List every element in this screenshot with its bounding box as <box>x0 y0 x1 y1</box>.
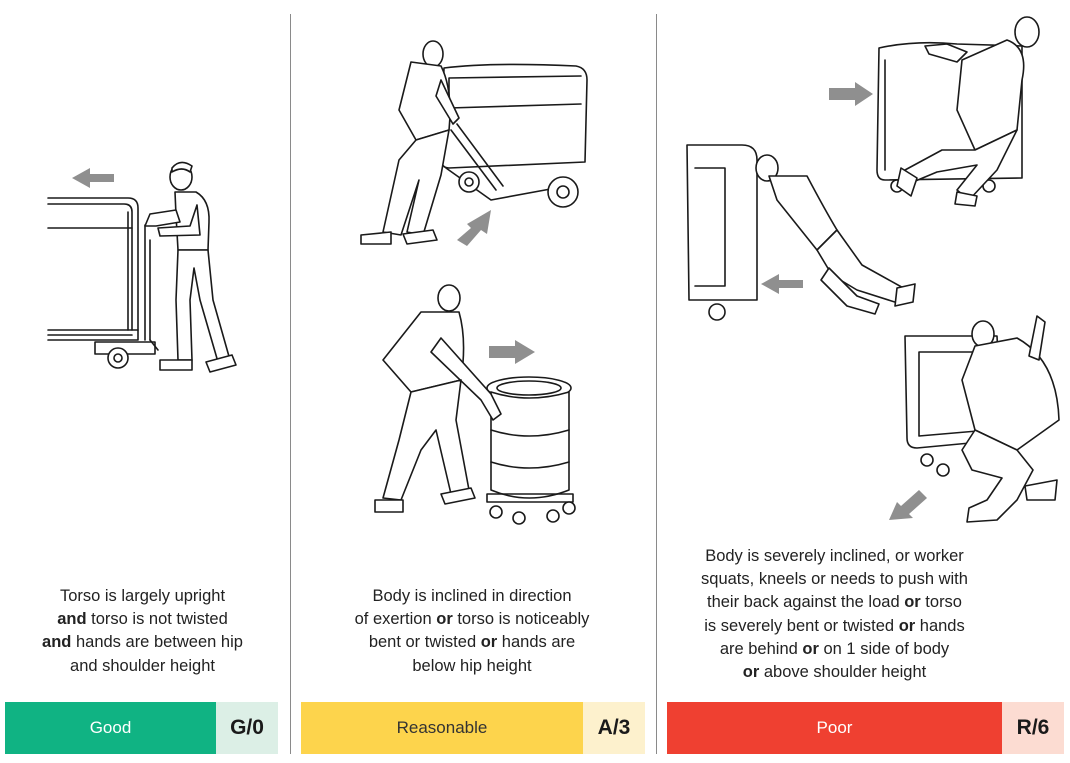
reasonable-drum-illustration <box>375 285 575 524</box>
poor-pull-cart-illustration <box>829 17 1039 206</box>
reasonable-hand-truck-illustration <box>361 41 587 246</box>
description-text: are behind <box>719 639 803 658</box>
poor-rating-label: Poor <box>667 702 1002 754</box>
good-description <box>0 585 285 678</box>
description-text: their back against the load <box>707 593 905 612</box>
description-emphasis: or <box>742 663 760 682</box>
push-direction-arrow-icon <box>761 274 803 294</box>
push-direction-arrow-icon <box>829 82 873 106</box>
description-text: Torso is largely upright <box>59 587 226 605</box>
panel-good <box>0 0 290 763</box>
reasonable-rating-band <box>301 702 645 754</box>
good-push-trolley-illustration <box>0 0 290 400</box>
panel-poor <box>657 0 1070 763</box>
description-emphasis: and <box>57 610 87 629</box>
good-rating-code: G/0 <box>216 702 278 754</box>
description-text: hands are <box>497 633 576 652</box>
description-text: below hip height <box>412 656 532 675</box>
description-text: and shoulder height <box>70 656 215 675</box>
description-text: torso <box>920 593 962 612</box>
description-text: Body is severely inclined, or worker <box>705 547 964 565</box>
description-text: hands <box>915 616 965 635</box>
poor-squat-back-push-illustration <box>889 316 1059 522</box>
reasonable-description <box>291 585 653 678</box>
description-text: of exertion <box>354 610 437 629</box>
description-text: on 1 side of body <box>818 639 950 658</box>
description-emphasis: or <box>898 616 916 635</box>
poor-description <box>657 545 1012 684</box>
description-text: torso is noticeably <box>452 610 590 629</box>
description-text: Body is inclined in direction <box>372 587 572 605</box>
reasonable-rating-code: A/3 <box>583 702 645 754</box>
description-text: torso is not twisted <box>86 610 228 629</box>
push-direction-arrow-icon <box>489 340 535 364</box>
description-emphasis: or <box>802 639 819 658</box>
description-emphasis: or <box>436 610 453 629</box>
good-rating-band <box>5 702 278 754</box>
good-rating-label: Good <box>5 702 216 754</box>
poor-illustrations <box>657 0 1070 540</box>
push-direction-arrow-icon <box>889 490 927 520</box>
description-emphasis: or <box>480 633 498 652</box>
push-direction-arrow-icon <box>457 210 491 246</box>
description-text: squats, kneels or needs to push with <box>701 570 968 589</box>
poor-rating-band <box>667 702 1064 754</box>
description-text: hands are between hip <box>71 633 243 652</box>
push-direction-arrow-icon <box>72 168 114 188</box>
description-text: above shoulder height <box>759 663 927 682</box>
description-text: bent or twisted <box>368 633 481 652</box>
description-emphasis: or <box>904 593 921 612</box>
reasonable-rating-label: Reasonable <box>301 702 583 754</box>
reasonable-illustrations <box>291 0 656 540</box>
description-emphasis: and <box>42 633 72 652</box>
description-text: is severely bent or twisted <box>704 616 899 635</box>
poor-rating-code: R/6 <box>1002 702 1064 754</box>
panel-reasonable <box>291 0 656 763</box>
